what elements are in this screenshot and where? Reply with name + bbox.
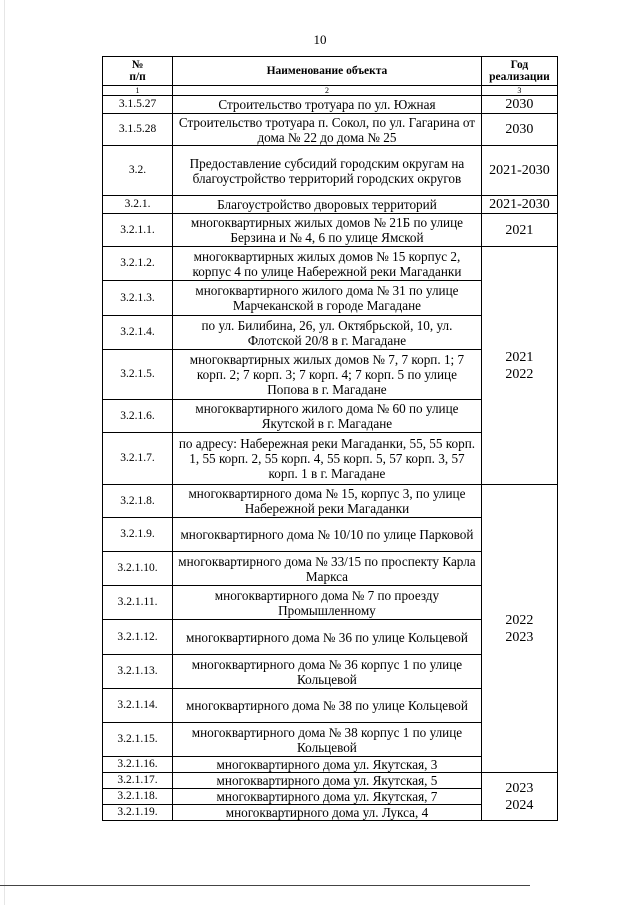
table-header-row	[103, 57, 558, 86]
row-name: многоквартирного жилого дома № 60 по улице Якутской в г. Магадане	[173, 400, 482, 433]
row-name: многоквартирного дома № 38 по улице Кольцевой	[173, 689, 482, 723]
row-name: многоквартирного дома № 33/15 по проспекту Карла Маркса	[173, 552, 482, 586]
row-code: 3.2.1.14.	[103, 689, 173, 723]
row-year: 2021-2030	[481, 146, 557, 196]
row-code: 3.2.1.5.	[103, 350, 173, 400]
year-group-2022-2023: 2022 2023	[481, 485, 557, 773]
row-name: многоквартирного дома № 7 по проезду Промышленному	[173, 586, 482, 620]
row-name: многоквартирных жилых домов № 7, 7 корп. 1; 7 корп. 2; 7 корп. 3; 7 корп. 4; 7 корп. 5 по улице Попова в г. Магадане	[173, 350, 482, 400]
row-code: 3.1.5.27	[103, 96, 173, 114]
year-group-2021-2022: 2021 2022	[481, 247, 557, 485]
row-name: многоквартирного дома ул. Лукса, 4	[173, 805, 482, 821]
table-row	[103, 247, 558, 281]
row-code: 3.2.1.11.	[103, 586, 173, 620]
row-name: многоквартирного дома № 15, корпус 3, по улице Набережной реки Магаданки	[173, 485, 482, 518]
row-name: многоквартирного дома ул. Якутская, 5	[173, 773, 482, 789]
row-name: многоквартирного дома № 36 по улице Кольцевой	[173, 620, 482, 655]
row-name: многоквартирного дома ул. Якутская, 7	[173, 789, 482, 805]
row-code: 3.2.1.16.	[103, 757, 173, 773]
header-year: Год реализации	[481, 57, 557, 86]
table-row	[103, 773, 558, 789]
row-code: 3.2.1.	[103, 196, 173, 214]
table-row	[103, 196, 558, 214]
row-code: 3.2.	[103, 146, 173, 196]
col-number: 3	[481, 86, 557, 96]
table-row	[103, 114, 558, 146]
table-row	[103, 485, 558, 518]
column-numbers-row	[103, 86, 558, 96]
page-number: 10	[313, 32, 327, 47]
row-year: 2021	[481, 214, 557, 247]
col-number: 2	[173, 86, 482, 96]
row-code: 3.2.1.9.	[103, 518, 173, 552]
row-name: многоквартирного дома ул. Якутская, 3	[173, 757, 482, 773]
row-code: 3.2.1.15.	[103, 723, 173, 757]
footer-rule	[0, 885, 530, 886]
row-code: 3.2.1.18.	[103, 789, 173, 805]
row-code: 3.2.1.6.	[103, 400, 173, 433]
header-object-name: Наименование объекта	[173, 57, 482, 86]
row-code: 3.2.1.1.	[103, 214, 173, 247]
row-name: многоквартирного дома № 10/10 по улице Парковой	[173, 518, 482, 552]
row-code: 3.2.1.19.	[103, 805, 173, 821]
row-name: Строительство тротуара п. Сокол, по ул. Гагарина от дома № 22 до дома № 25	[173, 114, 482, 146]
row-year: 2030	[481, 96, 557, 114]
row-name: Предоставление субсидий городским округам на благоустройство территорий городских округов	[173, 146, 482, 196]
row-code: 3.2.1.17.	[103, 773, 173, 789]
row-name: Строительство тротуара по ул. Южная	[173, 96, 482, 114]
table-row	[103, 146, 558, 196]
row-code: 3.2.1.10.	[103, 552, 173, 586]
row-name: по адресу: Набережная реки Магаданки, 55, 55 корп. 1, 55 корп. 2, 55 корп. 4, 55 корп. 5, 57 корп. 3, 57 корп. 1 в г. Магадане	[173, 433, 482, 485]
row-year: 2021-2030	[481, 196, 557, 214]
page-edge-shadow	[4, 0, 5, 905]
row-code: 3.2.1.2.	[103, 247, 173, 281]
col-number: 1	[103, 86, 173, 96]
row-name: многоквартирных жилых домов № 21Б по улице Берзина и № 4, 6 по улице Ямской	[173, 214, 482, 247]
row-name: по ул. Билибина, 26, ул. Октябрьской, 10, ул. Флотской 20/8 в г. Магадане	[173, 316, 482, 350]
row-code: 3.2.1.13.	[103, 655, 173, 689]
table-row	[103, 214, 558, 247]
row-code: 3.2.1.7.	[103, 433, 173, 485]
row-code: 3.2.1.8.	[103, 485, 173, 518]
row-code: 3.1.5.28	[103, 114, 173, 146]
row-name: многоквартирного дома № 38 корпус 1 по улице Кольцевой	[173, 723, 482, 757]
table-row	[103, 96, 558, 114]
year-group-2023-2024: 2023 2024	[481, 773, 557, 821]
row-name: многоквартирных жилых домов № 15 корпус 2, корпус 4 по улице Набережной реки Магаданки	[173, 247, 482, 281]
row-code: 3.2.1.4.	[103, 316, 173, 350]
objects-table	[102, 56, 558, 821]
row-code: 3.2.1.3.	[103, 281, 173, 316]
row-name: Благоустройство дворовых территорий	[173, 196, 482, 214]
row-name: многоквартирного жилого дома № 31 по улице Марчеканской в городе Магадане	[173, 281, 482, 316]
row-code: 3.2.1.12.	[103, 620, 173, 655]
row-name: многоквартирного дома № 36 корпус 1 по улице Кольцевой	[173, 655, 482, 689]
header-number: № п/п	[103, 57, 173, 86]
row-year: 2030	[481, 114, 557, 146]
